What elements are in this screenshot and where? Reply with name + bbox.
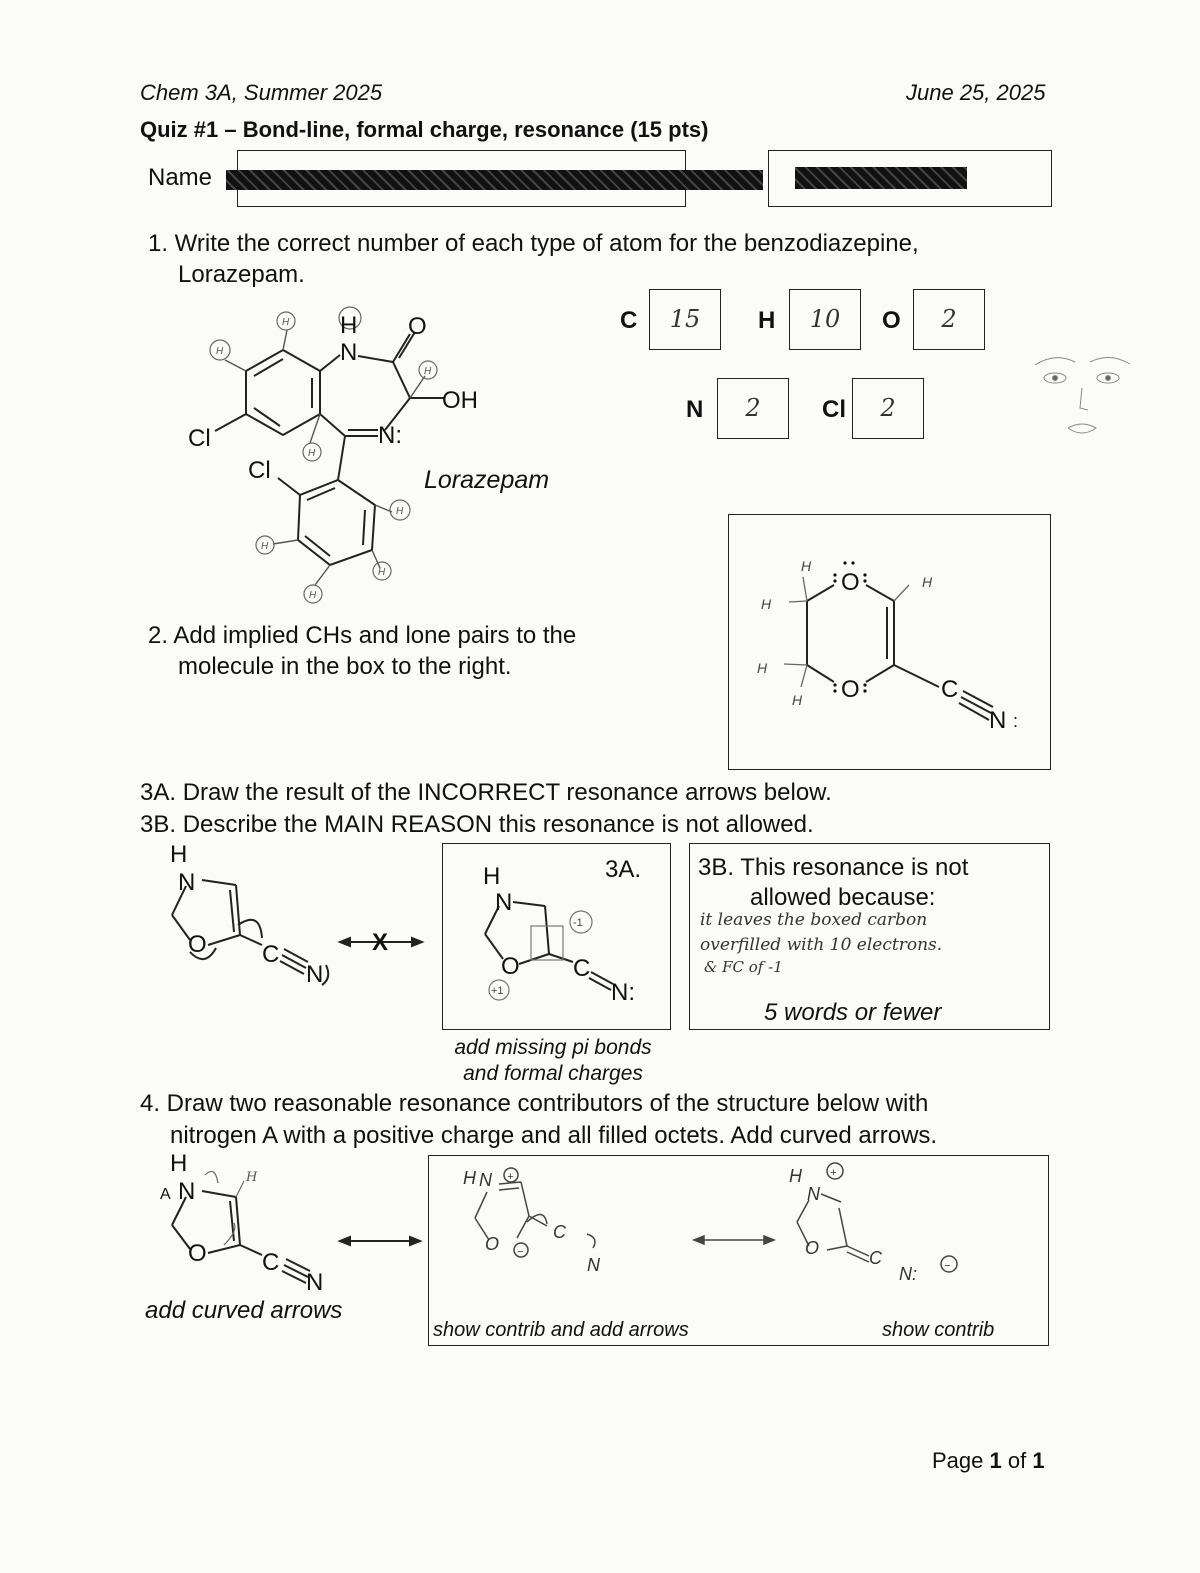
lz-h5: H: [396, 506, 404, 517]
q3s-h: H: [170, 841, 188, 868]
q4c2-n: N: [807, 1184, 820, 1204]
q2-h4: H: [792, 692, 803, 708]
q4c2-o: O: [805, 1238, 820, 1258]
page-number: [932, 1448, 1045, 1474]
q3a-n: N: [495, 889, 513, 916]
q4-caption-mid: show contrib and add arrows: [433, 1319, 689, 1341]
q4c1-c: C: [553, 1222, 566, 1242]
atom-count-cl[interactable]: 2: [852, 378, 924, 439]
lz-cl2-label: Cl: [248, 457, 271, 484]
q2-h3: H: [757, 660, 768, 676]
quiz-date: June 25, 2025: [906, 80, 1046, 105]
q3b-answer-1: it leaves the boxed carbon: [700, 910, 928, 930]
q3a-h: H: [483, 863, 501, 890]
atom-label-cl: Cl: [822, 396, 846, 423]
atom-label-h: H: [758, 307, 776, 334]
q3b-footer: 5 words or fewer: [764, 999, 942, 1026]
lz-n-label: N: [340, 339, 358, 366]
lz-cl1-label: Cl: [188, 425, 211, 452]
lz-h2: H: [282, 317, 290, 328]
q2-o-top: O: [841, 569, 860, 596]
q2-n-lone-pair: :: [1013, 711, 1019, 731]
q4-start-structure: [150, 1145, 430, 1295]
q3a-c: C: [573, 955, 591, 982]
q3a-label: 3A.: [605, 856, 642, 883]
q4s-h: H: [170, 1150, 188, 1177]
q4c1-minus: −: [517, 1246, 524, 1258]
q4c2-nn: N:: [899, 1264, 917, 1284]
q4-line1: 4. Draw two reasonable resonance contributors of the structure below with: [140, 1090, 929, 1117]
q4-caption-right: show contrib: [882, 1319, 995, 1341]
q4c1-o: O: [485, 1234, 500, 1254]
page-pre: Page: [932, 1448, 990, 1473]
q3a-nn: N:: [611, 979, 635, 1006]
q4-contributors: [429, 1156, 1048, 1306]
lz-oh-label: OH: [442, 387, 478, 414]
atom-label-n: N: [686, 396, 704, 423]
page-num: 1: [989, 1448, 1002, 1473]
q1-line1: 1. Write the correct number of each type of atom for the benzodiazepine,: [148, 230, 919, 257]
q4s-o: O: [188, 1240, 207, 1267]
lorazepam-structure: [180, 300, 580, 610]
page-total: 1: [1032, 1448, 1045, 1473]
q4c2-plus: +: [830, 1167, 837, 1179]
q4s-a: A: [160, 1186, 171, 1203]
q3s-n2: N: [306, 961, 324, 988]
lz-n2-label: N:: [378, 422, 402, 449]
q3b-title-1: 3B. This resonance is not: [698, 854, 969, 881]
q2-line1: 2. Add implied CHs and lone pairs to the: [148, 622, 577, 649]
q3s-n: N: [178, 869, 196, 896]
lz-o-label: O: [408, 313, 427, 340]
lorazepam-label: Lorazepam: [424, 466, 550, 494]
quiz-title: Quiz #1 – Bond-line, formal charge, resonance (15 pts): [140, 117, 709, 142]
lz-h4: H: [308, 448, 316, 459]
q4c2-c: C: [869, 1248, 882, 1268]
q4c1-h: H: [463, 1168, 476, 1188]
atom-count-h[interactable]: 10: [789, 289, 861, 350]
q3-line-a: 3A. Draw the result of the INCORRECT resonance arrows below.: [140, 779, 832, 806]
q4c1-plus: +: [507, 1171, 514, 1183]
q3-line-b: 3B. Describe the MAIN REASON this resonance is not allowed.: [140, 811, 814, 838]
q3b-title-2: allowed because:: [750, 884, 936, 911]
lz-h1: H: [216, 346, 224, 357]
q2-h5: H: [922, 574, 933, 590]
q3b-answer-3: & FC of -1: [704, 958, 783, 976]
q4c1-n: N: [479, 1170, 492, 1190]
q4-caption-left: add curved arrows: [145, 1297, 343, 1324]
q4c1-n2: N: [587, 1255, 600, 1275]
atom-label-o: O: [882, 307, 901, 334]
q3-not-arrow-x: X: [372, 929, 389, 956]
q3b-answer-box[interactable]: [689, 843, 1050, 1030]
q3a-plus: +1: [491, 985, 504, 997]
lz-h3: H: [424, 366, 432, 377]
lz-h8: H: [309, 590, 317, 601]
q3a-caption-line1: add missing pi bonds: [454, 1036, 652, 1059]
q1-line2: Lorazepam.: [178, 261, 305, 288]
q3a-minus: -1: [573, 917, 583, 929]
sid-redaction: [795, 167, 967, 189]
atom-count-c[interactable]: 15: [649, 289, 721, 350]
name-label: Name: [148, 164, 213, 191]
atom-count-o[interactable]: 2: [913, 289, 985, 350]
q3-start-structure: [150, 840, 440, 1000]
q2-answer-box[interactable]: [728, 514, 1051, 770]
q3a-caption: [442, 1035, 664, 1087]
q4-line2: nitrogen A with a positive charge and all filled octets. Add curved arrows.: [170, 1122, 938, 1149]
q3a-answer-box[interactable]: [442, 843, 671, 1030]
q3s-o: O: [188, 931, 207, 958]
q3s-c: C: [262, 941, 280, 968]
q2-n-label: N: [989, 707, 1007, 734]
q2-line2: molecule in the box to the right.: [178, 653, 512, 680]
atom-count-n[interactable]: 2: [717, 378, 789, 439]
q2-structure: [729, 515, 1050, 769]
q4s-n: N: [178, 1178, 196, 1205]
course-label: Chem 3A, Summer 2025: [140, 80, 383, 105]
q2-h1: H: [801, 558, 812, 574]
q4s-hand-h: H: [246, 1170, 258, 1185]
atom-label-c: C: [620, 307, 638, 334]
q4c2-h: H: [789, 1166, 802, 1186]
q2-h2: H: [761, 596, 772, 612]
q3a-o: O: [501, 953, 520, 980]
q2-o-bottom: O: [841, 676, 860, 703]
q4-answer-box[interactable]: [428, 1155, 1049, 1346]
q3a-caption-line2: and formal charges: [463, 1062, 643, 1085]
face-doodle: [1030, 350, 1140, 450]
q3b-answer-2: overfilled with 10 electrons.: [700, 935, 943, 955]
lz-h7: H: [261, 541, 269, 552]
name-redaction: [226, 170, 763, 190]
lz-h-label: H: [340, 312, 358, 339]
lz-h6: H: [378, 567, 386, 578]
page-mid: of: [1001, 1448, 1033, 1473]
q4s-c: C: [262, 1249, 280, 1276]
q2-c-label: C: [941, 676, 959, 703]
q4c2-minus: −: [944, 1260, 951, 1272]
q4s-n2: N: [306, 1269, 324, 1295]
